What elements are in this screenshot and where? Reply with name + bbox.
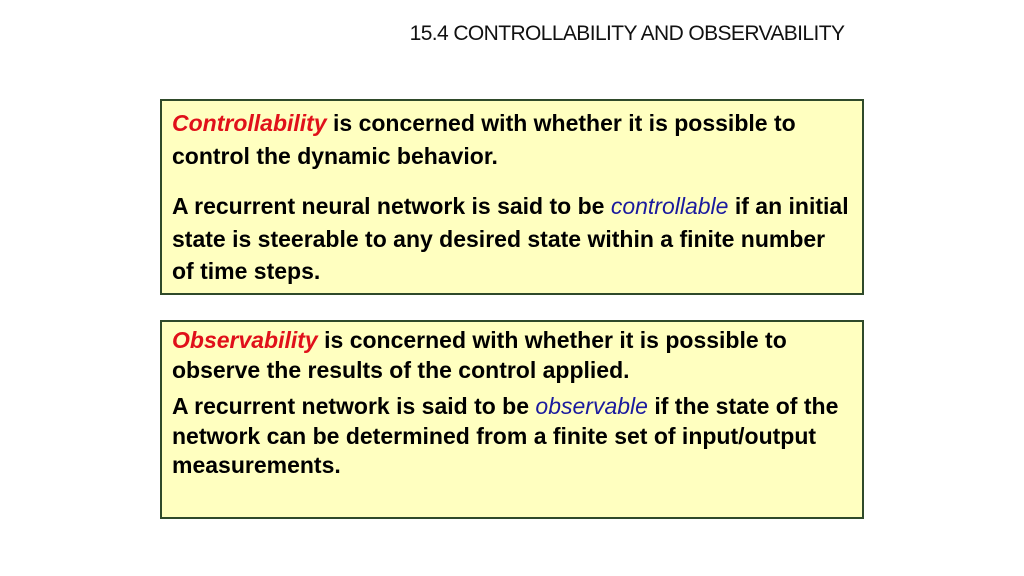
controllability-box (160, 99, 864, 295)
controllable-text-before: A recurrent neural network is said to be (172, 193, 611, 219)
observable-term: observable (535, 393, 648, 419)
controllability-definition (172, 101, 852, 172)
observability-definition (172, 322, 852, 385)
controllability-term: Controllability (172, 110, 327, 136)
observable-text-before: A recurrent network is said to be (172, 393, 536, 419)
slide-title: 15.4 CONTROLLABILITY AND OBSERVABILITY (409, 22, 845, 45)
observability-term: Observability (172, 327, 318, 353)
observability-definition-text: is concerned with whether it is possible to observe the results of the control applied. (172, 327, 787, 383)
observability-box (160, 320, 864, 519)
controllable-network-definition (172, 190, 852, 288)
observable-text-after: if the state of the network can be determined from a finite set of input/output measurements. (172, 393, 839, 478)
controllability-definition-text: is concerned with whether it is possible to control the dynamic behavior. (172, 110, 796, 169)
controllable-term: controllable (610, 193, 729, 219)
observable-network-definition (172, 392, 852, 481)
controllable-text-after: if an initial state is steerable to any desired state within a finite number of time steps. (172, 193, 849, 284)
